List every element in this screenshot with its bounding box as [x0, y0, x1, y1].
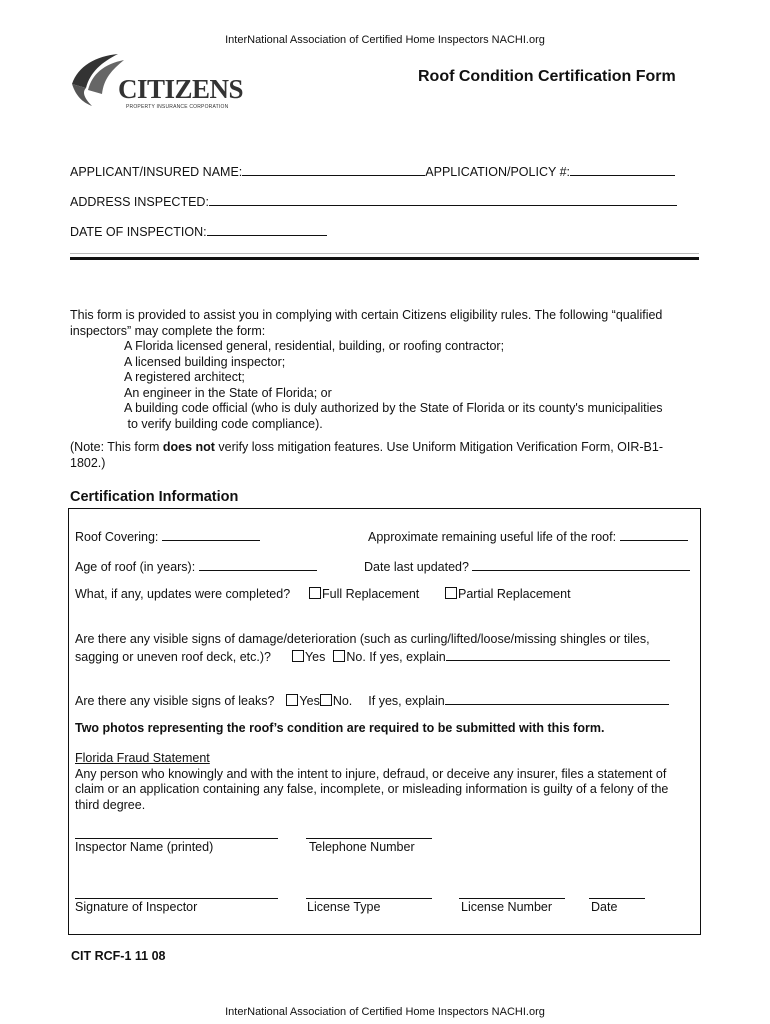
telephone-field[interactable]	[306, 838, 432, 839]
divider-thin	[70, 253, 699, 254]
roof-covering-row	[75, 528, 260, 544]
damage-q2-label: sagging or uneven roof deck, etc.)?	[75, 649, 271, 664]
intro-line: inspectors” may complete the form:	[70, 323, 266, 338]
roof-covering-label: Roof Covering:	[75, 530, 159, 544]
note-line-2: 1802.)	[70, 455, 106, 470]
certification-heading: Certification Information	[70, 489, 239, 505]
divider-thick	[70, 257, 699, 260]
note-bold: does not	[162, 440, 215, 454]
leaks-row	[75, 692, 669, 708]
date-updated-field[interactable]	[472, 558, 690, 571]
list-item: An engineer in the State of Florida; or	[124, 385, 332, 400]
damage-line-2	[75, 648, 670, 666]
form-title: Roof Condition Certification Form	[418, 68, 676, 85]
address-field[interactable]	[209, 193, 677, 206]
roof-covering-field[interactable]	[162, 528, 260, 541]
partial-replacement-label: Partial Replacement	[458, 587, 571, 601]
damage-no-label: No. If yes, explain	[346, 649, 446, 664]
address-label: ADDRESS INSPECTED:	[70, 195, 209, 209]
inspector-name-field[interactable]	[75, 838, 278, 839]
signature-date-field[interactable]	[589, 898, 645, 899]
footer-note: InterNational Association of Certified Home Inspectors NACHI.org	[225, 1006, 545, 1018]
date-row	[70, 223, 327, 239]
license-number-field[interactable]	[459, 898, 565, 899]
full-replacement-checkbox[interactable]	[309, 587, 321, 599]
policy-number-field[interactable]	[570, 163, 675, 176]
date-field[interactable]	[207, 223, 327, 236]
fraud-line: claim or an application containing any false, incomplete, or misleading information is guilty of a felony of the	[75, 782, 669, 796]
inspector-name-label: Inspector Name (printed)	[75, 840, 214, 854]
intro-line: This form is provided to assist you in complying with certain Citizens eligibility rules. The following “qualified	[70, 308, 663, 322]
damage-yes-label: Yes	[304, 649, 326, 664]
partial-replacement-option[interactable]	[445, 587, 571, 601]
signature-label: Signature of Inspector	[75, 900, 198, 914]
header-note: InterNational Association of Certified Home Inspectors NACHI.org	[225, 34, 545, 46]
remaining-life-field[interactable]	[620, 528, 688, 541]
list-item: A building code official (who is duly authorized by the State of Florida or its county's municipalities	[124, 401, 663, 415]
partial-replacement-checkbox[interactable]	[445, 587, 457, 599]
updates-question: What, if any, updates were completed?	[75, 587, 291, 601]
date-updated-row	[364, 558, 690, 574]
logo-subtitle: PROPERTY INSURANCE CORPORATION	[126, 104, 229, 110]
full-replacement-label: Full Replacement	[322, 587, 420, 601]
fraud-statement	[75, 751, 668, 813]
damage-question	[75, 632, 670, 665]
signature-field[interactable]	[75, 898, 278, 899]
date-label: DATE OF INSPECTION:	[70, 225, 207, 239]
license-type-label: License Type	[307, 900, 381, 914]
damage-no-checkbox[interactable]	[333, 650, 345, 662]
leaks-explain-field[interactable]	[445, 692, 669, 705]
leaks-question: Are there any visible signs of leaks?	[75, 694, 275, 708]
full-replacement-option[interactable]	[309, 587, 419, 601]
address-row	[70, 193, 677, 209]
leaks-yes-checkbox[interactable]	[286, 694, 298, 706]
fraud-line: third degree.	[75, 797, 146, 812]
license-number-label: License Number	[461, 900, 553, 914]
leaks-no-label: No.	[332, 694, 353, 708]
photos-requirement: Two photos representing the roof’s condition are required to be submitted with this form.	[75, 721, 605, 735]
list-item: A Florida licensed general, residential, building, or roofing contractor;	[124, 339, 505, 353]
note-pre: (Note: This form	[70, 440, 163, 454]
age-field[interactable]	[199, 558, 317, 571]
leaks-yes-label: Yes	[299, 694, 320, 708]
note-post: verify loss mitigation features. Use Uniform Mitigation Verification Form, OIR-B1-	[214, 440, 664, 454]
damage-explain-field[interactable]	[446, 648, 670, 661]
intro-text	[70, 308, 663, 471]
telephone-label: Telephone Number	[309, 840, 415, 854]
damage-yes-checkbox[interactable]	[292, 650, 304, 662]
applicant-name-field[interactable]	[242, 163, 425, 176]
date-updated-label: Date last updated?	[364, 560, 469, 574]
list-item: to verify building code compliance).	[124, 416, 323, 431]
license-type-field[interactable]	[306, 898, 432, 899]
applicant-label: APPLICANT/INSURED NAME:	[70, 165, 243, 179]
applicant-row	[70, 163, 675, 179]
list-item: A registered architect;	[124, 370, 245, 384]
inspector-list	[70, 339, 663, 432]
fraud-title: Florida Fraud Statement	[75, 751, 210, 765]
form-code: CIT RCF-1 11 08	[71, 949, 166, 963]
damage-line-1: Are there any visible signs of damage/deterioration (such as curling/lifted/loose/missing shingles or tiles,	[75, 632, 650, 646]
leaks-explain-label: If yes, explain	[368, 694, 445, 708]
remaining-life-row	[368, 528, 688, 544]
note-line	[70, 440, 663, 456]
age-label: Age of roof (in years):	[75, 560, 196, 574]
fraud-line: Any person who knowingly and with the intent to injure, defraud, or deceive any insurer, files a statement of	[75, 766, 667, 781]
remaining-life-label: Approximate remaining useful life of the roof:	[368, 530, 617, 544]
logo-name: CITIZENS	[118, 74, 244, 104]
age-row	[75, 558, 317, 574]
signature-date-label: Date	[591, 900, 618, 914]
updates-row	[75, 587, 290, 601]
list-item: A licensed building inspector;	[124, 354, 286, 369]
citizens-logo	[68, 52, 244, 114]
leaks-no-checkbox[interactable]	[320, 694, 332, 706]
policy-label: APPLICATION/POLICY #:	[425, 165, 570, 179]
